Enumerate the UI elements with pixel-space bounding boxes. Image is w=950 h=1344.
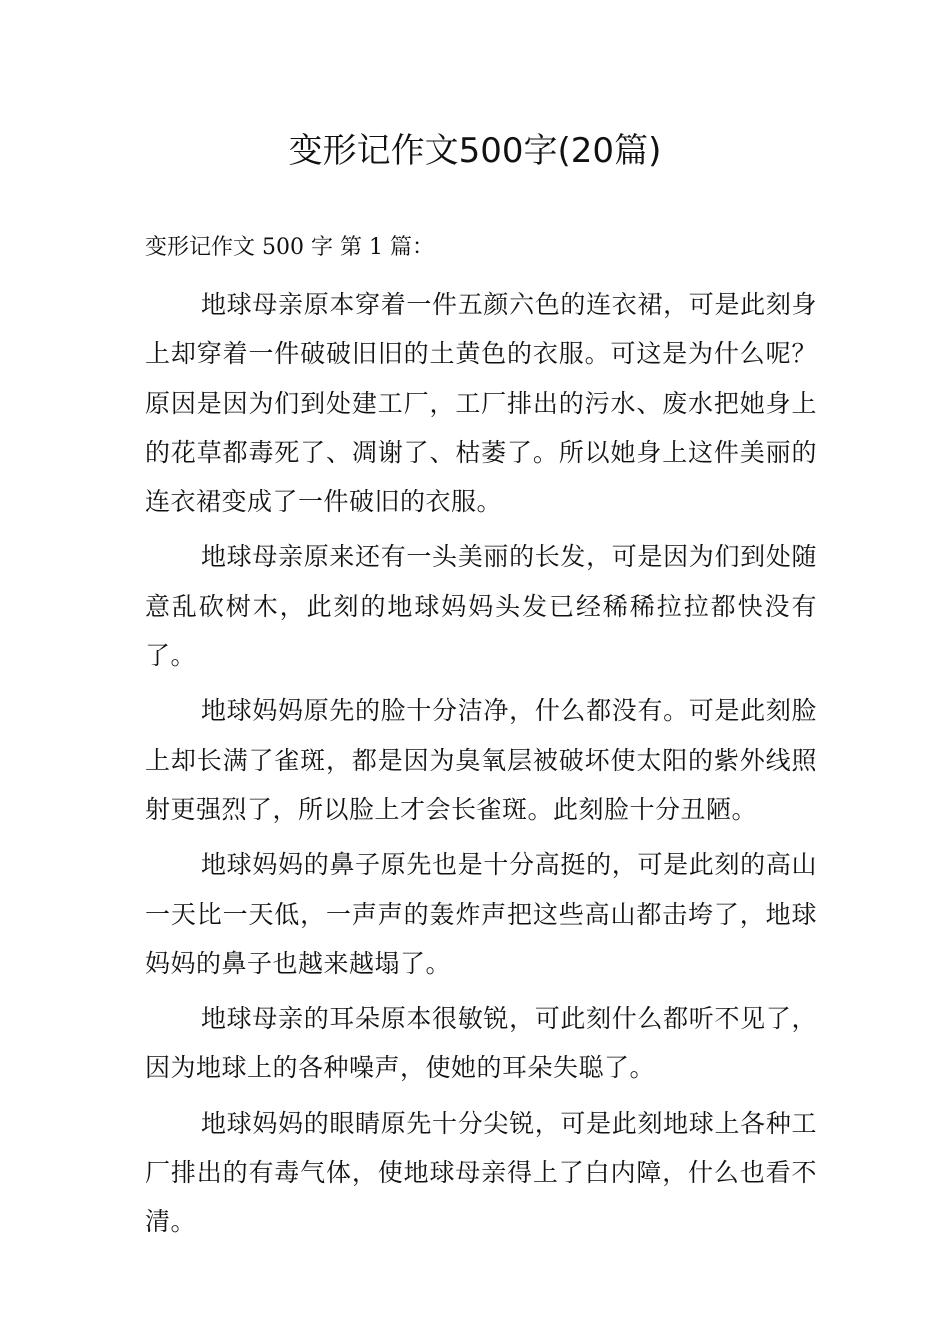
paragraph: 地球母亲原来还有一头美丽的长发，可是因为们到处随意乱砍树木，此刻的地球妈妈头发已经稀稀拉拉都快没有了。 <box>145 542 817 671</box>
paragraph: 地球母亲的耳朵原本很敏锐，可此刻什么都听不见了，因为地球上的各种噪声，使她的耳朵失聪了。 <box>145 1004 817 1083</box>
paragraph: 地球妈妈的鼻子原先也是十分高挺的，可是此刻的高山一天比一天低，一声声的轰炸声把这些高山都击垮了，地球妈妈的鼻子也越来越塌了。 <box>145 850 817 978</box>
document-title: 变形记作文500字(20篇) <box>288 131 662 171</box>
paragraph: 地球母亲原本穿着一件五颜六色的连衣裙，可是此刻身上却穿着一件破破旧旧的土黄色的衣服。可这是为什么呢？原因是因为们到处建工厂，工厂排出的污水、废水把她身上的花草都毒死了、凋谢了、枯萎了。所以她身上这件美丽的连衣裙变成了一件破旧的衣服。 <box>145 290 817 517</box>
document-body <box>145 228 817 1253</box>
paragraph: 地球妈妈原先的脸十分洁净，什么都没有。可是此刻脸上却长满了雀斑，都是因为臭氧层被破坏使太阳的紫外线照射更强烈了，所以脸上才会长雀斑。此刻脸十分丑陋。 <box>145 696 817 824</box>
section-heading: 变形记作文 500 字 第 1 篇： <box>145 235 434 260</box>
paragraph: 地球妈妈的眼睛原先十分尖锐，可是此刻地球上各种工厂排出的有毒气体，使地球母亲得上了白内障，什么也看不清。 <box>145 1108 817 1237</box>
